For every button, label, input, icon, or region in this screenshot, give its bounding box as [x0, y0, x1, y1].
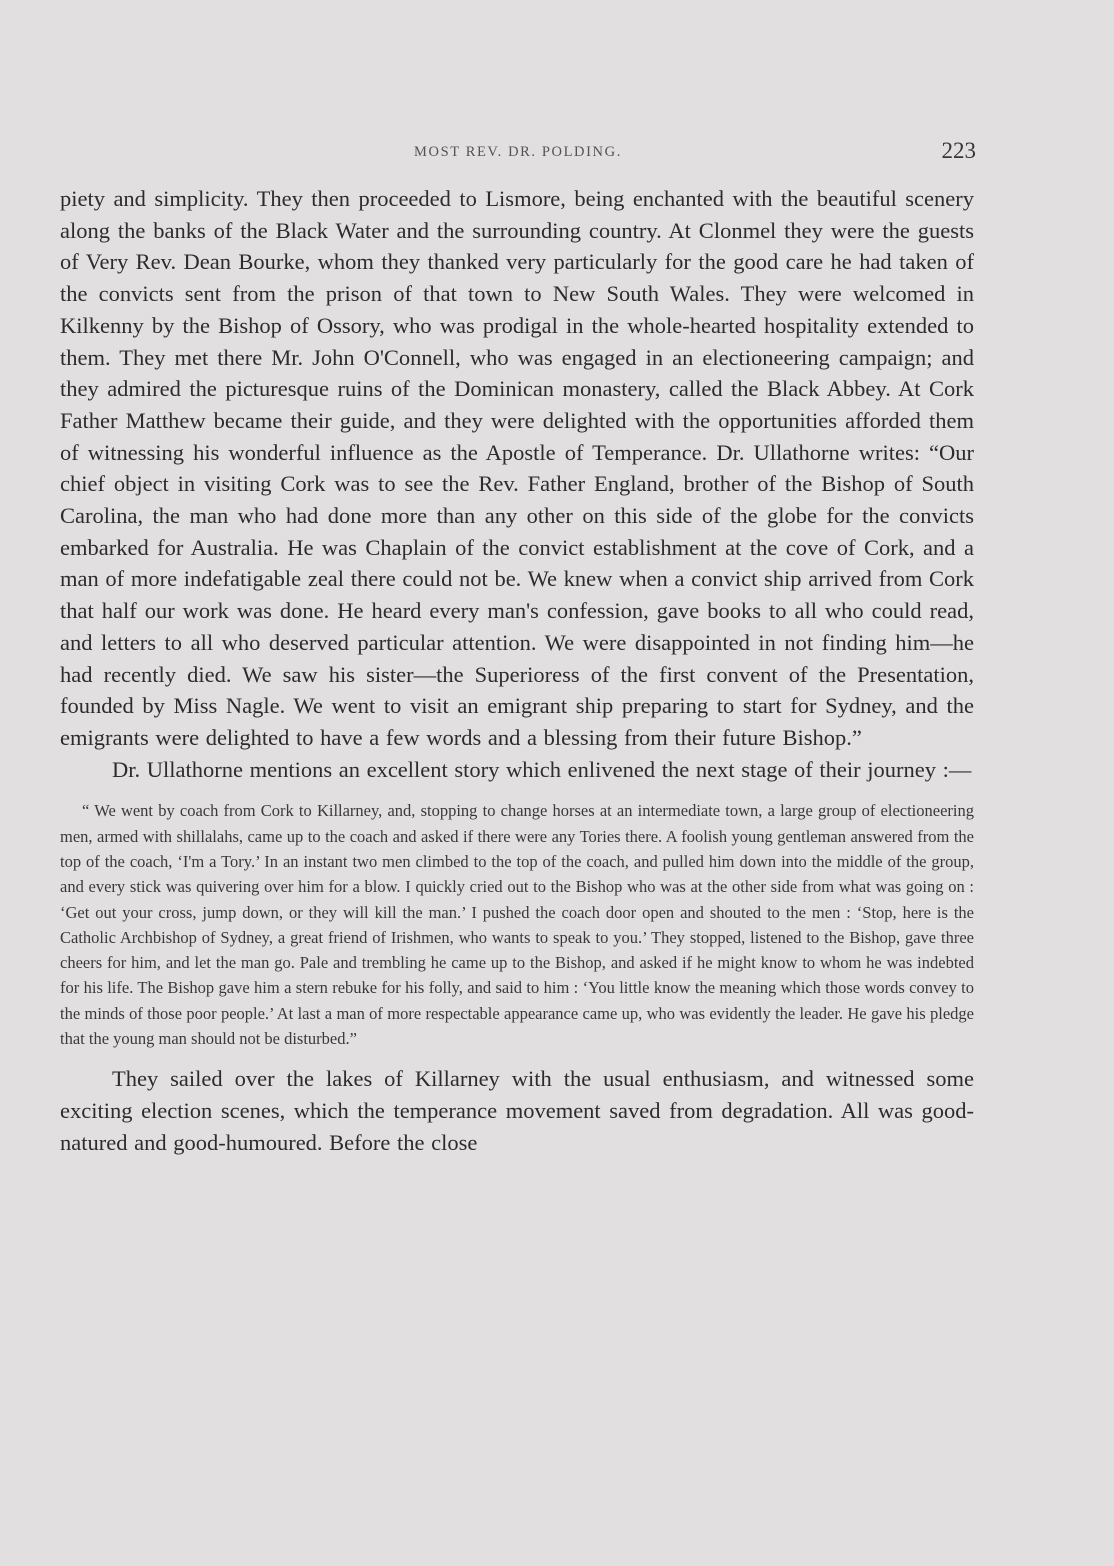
running-head: [60, 136, 976, 168]
paragraph-2: Dr. Ullathorne mentions an excellent story which enlivened the next stage of their journey :—: [112, 756, 972, 782]
running-title: MOST REV. DR. POLDING.: [414, 144, 622, 160]
paragraph-3: They sailed over the lakes of Killarney with the usual enthusiasm, and witnessed some exciting election scenes, which the temperance movement saved from degradation. All was good-natured and good-humoured. Before the close: [60, 1066, 974, 1156]
body-text: [60, 183, 974, 1159]
page-number: 223: [941, 138, 976, 163]
block-quotation: “ We went by coach from Cork to Killarney, and, stopping to change horses at an intermediate town, a large group of electioneering men, armed with shillalahs, came up to the coach and asked if there were any Tories there. A foolish young gentleman answered from the top of the coach, ‘I'm a Tory.’ In an instant two men climbed to the top of the coach, and pulled him down into the middle of the group, and every stick was quivering over him for a blow. I quickly cried out to the Bishop who was at the other side from what was going on : ‘Get out your cross, jump down, or they will kill the man.’ I pushed the coach door open and shouted to the men : ‘Stop, here is the Catholic Archbishop of Sydney, a great friend of Irishmen, who wants to speak to you.’ They stopped, listened to the Bishop, gave three cheers for him, and let the man go. Pale and trembling he came up to the Bishop, and asked if he might know to whom he was indebted for his life. The Bishop gave him a stern rebuke for his folly, and said to him : ‘You little know the meaning which those words convey to the minds of those poor people.’ At last a man of more respectable appearance came up, who was evidently the leader. He gave his pledge that the young man should not be disturbed.”: [60, 801, 974, 1049]
paragraph-1: piety and simplicity. They then proceeded to Lismore, being enchanted with the beautiful scenery along the banks of the Black Water and the surrounding country. At Clonmel they were the guests of Very Rev. Dean Bourke, whom they thanked very particularly for the good care he had taken of the convicts sent from the prison of that town to New South Wales. They were welcomed in Kilkenny by the Bishop of Ossory, who was prodigal in the whole-hearted hospitality extended to them. They met there Mr. John O'Connell, who was engaged in an electioneering campaign; and they admired the picturesque ruins of the Dominican monastery, called the Black Abbey. At Cork Father Matthew became their guide, and they were delighted with the opportunities afforded them of witnessing his wonderful influence as the Apostle of Temperance. Dr. Ullathorne writes: “Our chief object in visiting Cork was to see the Rev. Father England, brother of the Bishop of South Carolina, the man who had done more than any other on this side of the globe for the convicts embarked for Australia. He was Chaplain of the convict establishment at the cove of Cork, and a man of more indefatigable zeal there could not be. We knew when a convict ship arrived from Cork that half our work was done. He heard every man's confession, gave books to all who could read, and letters to all who deserved particular attention. We were disappointed in not finding him—he had recently died. We saw his sister—the Superioress of the first convent of the Presentation, founded by Miss Nagle. We went to visit an emigrant ship preparing to start for Sydney, and the emigrants were delighted to have a few words and a blessing from their future Bishop.”: [60, 186, 974, 750]
